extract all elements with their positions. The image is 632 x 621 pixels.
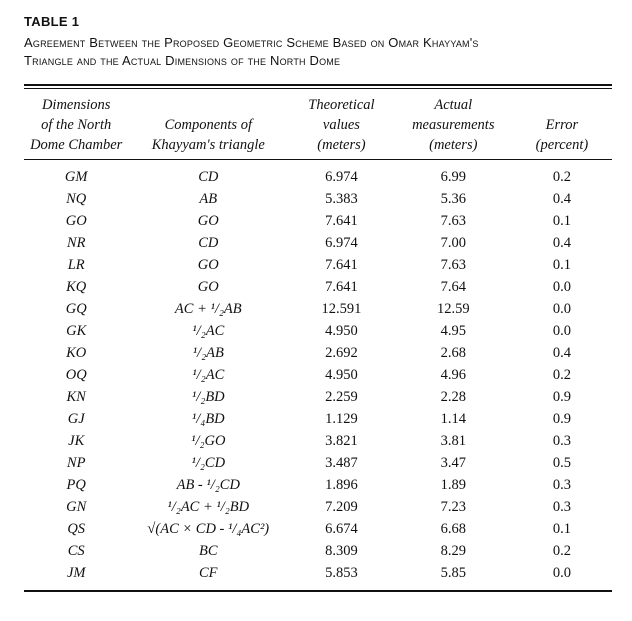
cell-actual: 4.95 — [440, 323, 466, 339]
cell-dimension: NQ — [66, 191, 87, 207]
cell-dimension: NR — [66, 235, 86, 251]
cell-dimension: JK — [68, 433, 85, 449]
cell-error: 0.3 — [552, 477, 571, 493]
table-row — [24, 474, 612, 496]
cell-error: 0.1 — [552, 213, 571, 229]
cell-component: GO — [197, 279, 219, 295]
table-row — [24, 364, 612, 386]
cell-dimension: QS — [67, 521, 86, 537]
cell-theoretical: 5.853 — [325, 565, 358, 581]
header-error: Error (percent) — [535, 117, 589, 153]
cell-actual: 7.63 — [440, 257, 466, 273]
cell-error: 0.0 — [552, 323, 571, 339]
cell-actual: 3.81 — [440, 433, 466, 449]
table-row — [24, 232, 612, 254]
table-row — [24, 342, 612, 364]
table-caption-line-1: Agreement Between the Proposed Geometric Scheme Based on Omar Khayyam's — [24, 35, 479, 50]
cell-actual: 6.68 — [440, 521, 466, 537]
cell-dimension: PQ — [66, 477, 86, 493]
table-row — [24, 452, 612, 474]
cell-error: 0.0 — [552, 279, 571, 295]
cell-component: CD — [198, 169, 219, 185]
cell-dimension: GK — [66, 323, 87, 339]
cell-theoretical: 1.129 — [325, 411, 358, 427]
table-row — [24, 188, 612, 210]
cell-component: CD — [198, 235, 219, 251]
cell-component: ¹/₄BD — [191, 411, 225, 427]
cell-error: 0.3 — [552, 499, 571, 515]
header-components: Components of Khayyam's triangle — [151, 117, 265, 153]
cell-component: ¹/₂AC + ¹/₂BD — [167, 499, 250, 515]
cell-dimension: KQ — [66, 279, 87, 295]
table-container — [24, 14, 612, 592]
header-actual: Actual measurements (meters) — [412, 97, 495, 153]
cell-component: AB - ¹/₂CD — [176, 477, 240, 493]
cell-theoretical: 3.487 — [325, 455, 358, 471]
cell-actual: 1.89 — [440, 477, 466, 493]
cell-actual: 8.29 — [440, 543, 466, 559]
table-row — [24, 210, 612, 232]
table-row — [24, 386, 612, 408]
cell-error: 0.2 — [552, 169, 571, 185]
header-theoretical: Theoretical values (meters) — [308, 97, 375, 153]
cell-component: √(AC × CD - ¹/₄AC²) — [147, 521, 270, 537]
header-dimensions: Dimensions of the North Dome Chamber — [30, 97, 123, 153]
table-header — [24, 89, 612, 160]
cell-error: 0.2 — [552, 367, 571, 383]
table-row — [24, 254, 612, 276]
table-row — [24, 320, 612, 342]
cell-component: GO — [197, 257, 219, 273]
cell-theoretical: 12.591 — [321, 301, 362, 317]
cell-dimension: NP — [66, 455, 86, 471]
cell-actual: 4.96 — [440, 367, 466, 383]
cell-component: CF — [199, 565, 218, 581]
cell-theoretical: 6.674 — [325, 521, 358, 537]
cell-dimension: CS — [67, 543, 85, 559]
table-row — [24, 276, 612, 298]
cell-error: 0.1 — [552, 521, 571, 537]
cell-actual: 2.68 — [440, 345, 466, 361]
cell-error: 0.9 — [552, 389, 571, 405]
cell-dimension: KO — [66, 345, 87, 361]
cell-error: 0.2 — [552, 543, 571, 559]
cell-dimension: JM — [66, 565, 86, 581]
table-label: TABLE 1 — [24, 14, 80, 29]
cell-theoretical: 4.950 — [325, 367, 358, 383]
cell-dimension: KN — [66, 389, 86, 405]
cell-actual: 1.14 — [440, 411, 466, 427]
cell-theoretical: 7.209 — [325, 499, 358, 515]
cell-actual: 5.85 — [440, 565, 466, 581]
cell-component: ¹/₂BD — [191, 389, 225, 405]
cell-actual: 12.59 — [436, 301, 470, 317]
cell-component: AC + ¹/₂AB — [174, 301, 242, 317]
cell-actual: 7.00 — [440, 235, 466, 251]
cell-error: 0.3 — [552, 433, 571, 449]
cell-theoretical: 6.974 — [325, 235, 358, 251]
cell-dimension: GN — [66, 499, 87, 515]
cell-component: ¹/₂AC — [192, 367, 225, 383]
cell-error: 0.1 — [552, 257, 571, 273]
table-row — [24, 408, 612, 430]
cell-error: 0.0 — [552, 301, 571, 317]
table-row — [24, 518, 612, 540]
cell-actual: 7.63 — [440, 213, 466, 229]
cell-component: BC — [199, 543, 218, 559]
cell-dimension: LR — [67, 257, 85, 273]
cell-theoretical: 4.950 — [325, 323, 358, 339]
table-row — [24, 430, 612, 452]
cell-dimension: GM — [64, 169, 88, 185]
cell-theoretical: 7.641 — [325, 213, 358, 229]
cell-actual: 7.64 — [440, 279, 466, 295]
cell-dimension: GJ — [67, 411, 85, 427]
data-table — [24, 89, 612, 584]
cell-error: 0.4 — [552, 191, 571, 207]
cell-theoretical: 7.641 — [325, 279, 358, 295]
cell-actual: 2.28 — [440, 389, 466, 405]
bottom-rule — [24, 590, 612, 592]
cell-error: 0.9 — [552, 411, 571, 427]
cell-actual: 7.23 — [440, 499, 466, 515]
cell-theoretical: 8.309 — [325, 543, 358, 559]
cell-component: ¹/₂CD — [191, 455, 226, 471]
cell-actual: 6.99 — [440, 169, 466, 185]
cell-theoretical: 7.641 — [325, 257, 358, 273]
cell-actual: 3.47 — [440, 455, 466, 471]
cell-error: 0.4 — [552, 235, 571, 251]
cell-component: GO — [197, 213, 219, 229]
cell-theoretical: 3.821 — [325, 433, 358, 449]
cell-component: ¹/₂AC — [192, 323, 225, 339]
cell-error: 0.0 — [552, 565, 571, 581]
cell-theoretical: 2.259 — [325, 389, 358, 405]
cell-dimension: GQ — [65, 301, 87, 317]
cell-error: 0.5 — [552, 455, 571, 471]
cell-actual: 5.36 — [440, 191, 466, 207]
cell-component: ¹/₂AB — [192, 345, 224, 361]
cell-component: AB — [199, 191, 218, 207]
cell-theoretical: 1.896 — [325, 477, 358, 493]
table-body — [24, 160, 612, 584]
cell-theoretical: 6.974 — [325, 169, 358, 185]
table-row — [24, 496, 612, 518]
table-row — [24, 298, 612, 320]
cell-component: ¹/₂GO — [191, 433, 226, 449]
table-caption-line-2: Triangle and the Actual Dimensions of the North Dome — [24, 53, 341, 68]
table-row — [24, 562, 612, 584]
table-row — [24, 540, 612, 562]
cell-theoretical: 2.692 — [325, 345, 358, 361]
table-row — [24, 160, 612, 188]
cell-dimension: OQ — [65, 367, 87, 383]
cell-error: 0.4 — [552, 345, 571, 361]
cell-theoretical: 5.383 — [325, 191, 358, 207]
cell-dimension: GO — [65, 213, 87, 229]
